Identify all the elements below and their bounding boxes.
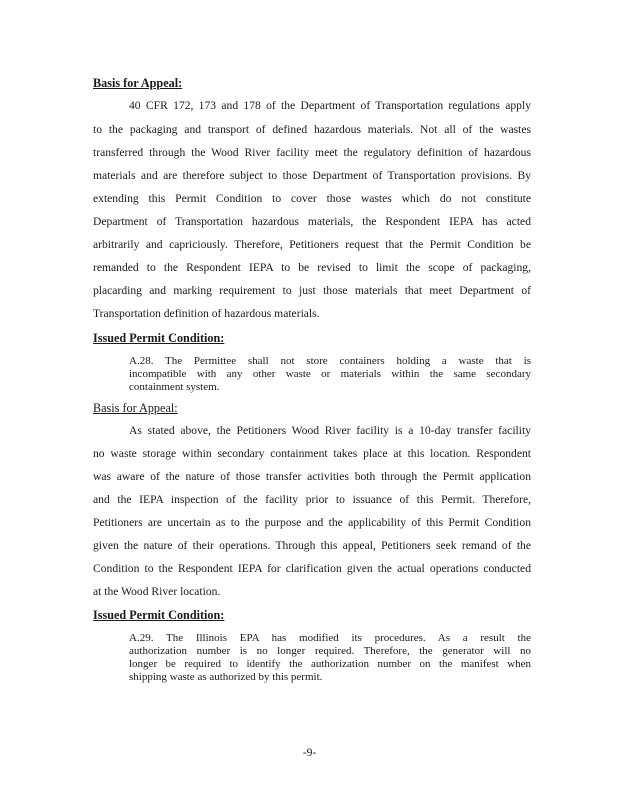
condition-line: containment system. xyxy=(129,381,220,393)
paragraph-line: no waste storage within secondary containment takes place at this location. Respondent xyxy=(93,447,531,460)
condition-line: incompatible with any other waste or materials within the same secondary xyxy=(129,368,531,380)
paragraph-line: to the packaging and transport of defined hazardous materials. Not all of the wastes xyxy=(93,123,531,136)
paragraph-line: As stated above, the Petitioners Wood River facility is a 10-day transfer facility xyxy=(129,424,531,437)
paragraph-line: Department of Transportation hazardous materials, the Respondent IEPA has acted xyxy=(93,215,531,228)
paragraph-line: remanded to the Respondent IEPA to be revised to limit the scope of packaging, xyxy=(93,261,531,274)
condition-line: shipping waste as authorized by this permit. xyxy=(129,671,323,683)
condition-line: A.29. The Illinois EPA has modified its procedures. As a result the xyxy=(129,632,531,644)
section-heading-basis-for-appeal-1: Basis for Appeal: xyxy=(93,76,183,90)
paragraph-line: given the nature of their operations. Through this appeal, Petitioners seek remand of the xyxy=(93,539,531,552)
paragraph-line: Transportation definition of hazardous materials. xyxy=(93,307,320,320)
paragraph-line: and the IEPA inspection of the facility prior to issuance of this Permit. Therefore, xyxy=(93,493,531,506)
section-heading-issued-permit-condition-1: Issued Permit Condition: xyxy=(93,331,225,345)
paragraph-line: Petitioners are uncertain as to the purpose and the applicability of this Permit Condition xyxy=(93,516,531,529)
paragraph-line: Condition to the Respondent IEPA for clarification given the actual operations conducted xyxy=(93,562,531,575)
condition-line: longer be required to identify the authorization number on the manifest when xyxy=(129,658,531,670)
condition-line: A.28. The Permittee shall not store containers holding a waste that is xyxy=(129,355,531,367)
paragraph-line: arbitrarily and capriciously. Therefore, Petitioners request that the Permit Condition be xyxy=(93,238,531,251)
paragraph-line: at the Wood River location. xyxy=(93,585,221,598)
paragraph-line: extending this Permit Condition to cover those wastes which do not constitute xyxy=(93,192,531,205)
heading-text: Basis for Appeal: xyxy=(93,401,178,415)
condition-line: authorization number is no longer required. Therefore, the generator will no xyxy=(129,645,531,657)
paragraph-line: materials and are therefore subject to those Department of Transportation provisions. By xyxy=(93,169,531,182)
paragraph-line: placarding and marking requirement to just those materials that meet Department of xyxy=(93,284,531,297)
paragraph-line: transferred through the Wood River facility meet the regulatory definition of hazardous xyxy=(93,146,531,159)
page-number: -9- xyxy=(302,746,317,759)
paragraph-line: 40 CFR 172, 173 and 178 of the Department of Transportation regulations apply xyxy=(129,99,531,112)
paragraph-line: was aware of the nature of those transfer activities both through the Permit application xyxy=(93,470,531,483)
section-heading-basis-for-appeal-2 xyxy=(93,401,178,416)
section-heading-issued-permit-condition-2: Issued Permit Condition: xyxy=(93,608,225,622)
